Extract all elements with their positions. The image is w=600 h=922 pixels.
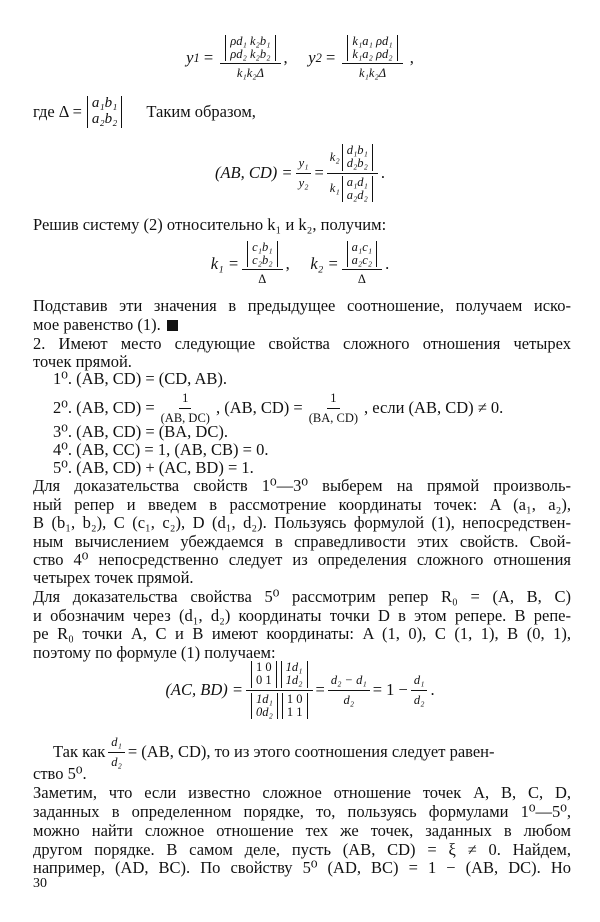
para6-line2: заданных в определенном порядке, то, пользуясь формулами 1⁰—5⁰, xyxy=(33,802,571,821)
para2-line1: 2. Имеют место следующие свойства сложного отношения четырех xyxy=(33,334,571,353)
solve-line: Решив систему (2) относительно k₁ и k₂, получим: xyxy=(33,215,387,234)
equation-acbd: (AC, BD) = 1 0 0 1 1d₁ 1d₂ 1d₁ 0d₂ 1 0 1 1 = $\frac{\text{d₂ − d₁}}{\text{d₂}}$ = 1 − $\frac{\text{d₁}}{\text{d₂}}$ . xyxy=(165,660,435,719)
para3-line2: ный репер и введем в рассмотрение координаты точек: A (a₁, a₂), xyxy=(33,495,571,514)
para3-line6: четырех точек прямой. xyxy=(33,568,194,587)
acbd-mid-den: d₂ xyxy=(343,692,355,707)
para3-line5: ство 4⁰ непосредственно следует из определения сложного отношения xyxy=(33,550,571,569)
acbd-num-det2-row2: 1d₂ xyxy=(285,673,303,688)
y1-det-row1: ρd₁ k₂b₁ xyxy=(230,33,271,48)
ratio-frac-y xyxy=(296,156,312,191)
acbd-num-det1 xyxy=(251,661,277,687)
para4-line4: поэтому по формуле (1) получаем: xyxy=(33,643,276,662)
k1-den: Δ xyxy=(258,272,267,287)
property-2-frac2-den: (BA, CD) xyxy=(308,410,359,425)
ratio-lhs: (AB, CD) = xyxy=(214,163,293,182)
ratio-det1-row2: d₂b₂ xyxy=(346,156,368,171)
ratio-det1-row1: d₁b₁ xyxy=(346,143,368,158)
y1-det-row2: ρd₂ k₂b₂ xyxy=(230,47,271,61)
para1-line1: Подставив эти значения в предыдущее соотношение, получаем иско- xyxy=(33,296,571,315)
property-2-frac1-den: (AB, DC) xyxy=(160,410,210,425)
property-2-b: , (AB, CD) = xyxy=(215,398,303,417)
k2-det-row1: a₁c₁ xyxy=(351,239,373,254)
ratio-frac-y-num: y₁ xyxy=(296,156,312,174)
ratio-det1 xyxy=(342,144,373,170)
para5-line1-a: Так как xyxy=(53,742,106,761)
acbd-rhs-den: d₂ xyxy=(413,692,425,707)
acbd-den-det1 xyxy=(251,693,278,719)
para6-line3: можно найти сложное отношение тех же точек, заданных в любом xyxy=(33,821,571,840)
y2-sub: 2 xyxy=(315,50,322,65)
acbd-rhs-fraction xyxy=(411,673,428,708)
equation-ratio: (AB, CD) = $\frac{\text{y₁}}{\text{y₂}}$ = k₂ d₁b₁ d₂b₂ k₁ a₁d₁ a₂d₂ . xyxy=(214,143,386,202)
y1-den: k₁k₂Δ xyxy=(236,66,264,81)
ratio-k2: k₂ xyxy=(329,149,340,164)
y1-fraction xyxy=(220,35,280,81)
property-2-frac2 xyxy=(306,391,361,426)
acbd-num-det1-row1: 1 0 xyxy=(256,660,272,675)
property-2-frac2-num: 1 xyxy=(327,391,339,409)
para4-line1: Для доказательства свойства 5⁰ рассмотрим репер R₀ = (A, B, C) xyxy=(33,587,571,606)
k1-det xyxy=(247,241,278,267)
delta-det-row1: a₁b₁ xyxy=(91,95,118,112)
ratio-det2 xyxy=(342,176,373,202)
para4-line2: и обозначим через (d₁, d₂) координаты точки D в этом репере. В репе- xyxy=(33,606,571,625)
para5-line1-b: = (AB, CD), то из этого соотношения следует равен- xyxy=(127,742,495,761)
property-1: 1⁰. (AB, CD) = (CD, AB). xyxy=(53,369,228,388)
equation-y1-y2: y 1 = ρd₁ k₂b₁ ρd₂ k₂b₂ k₁k₂Δ , y 2 = k₁a₁ ρd₁ k₁a₂ ρd₂ k₁k₂Δ , xyxy=(186,33,414,81)
y1-sub: 1 xyxy=(193,50,200,65)
para5-frac-num: d₁ xyxy=(108,735,125,753)
y2-det-row2: k₁a₂ ρd₂ xyxy=(352,47,393,61)
acbd-den-det1-row2: 0d₂ xyxy=(256,704,273,719)
ratio-det2-row1: a₁d₁ xyxy=(346,174,368,189)
acbd-den-det2 xyxy=(282,693,308,719)
k2-den: Δ xyxy=(357,272,366,287)
qed-square-icon xyxy=(167,320,178,331)
property-5: 5⁰. (AB, CD) + (AC, BD) = 1. xyxy=(53,458,254,477)
acbd-den-det2-row2: 1 1 xyxy=(286,704,303,719)
where-suffix: Таким образом, xyxy=(146,102,256,121)
where-prefix: где Δ = xyxy=(33,102,82,121)
para2-line2: точек прямой. xyxy=(33,352,132,371)
k1-det-row2: c₂b₂ xyxy=(252,253,273,267)
property-4: 4⁰. (AB, CC) = 1, (AB, CB) = 0. xyxy=(53,440,269,459)
property-2-frac1 xyxy=(158,391,213,426)
property-2-frac1-num: 1 xyxy=(179,391,191,409)
para4-line3: ре R₀ точки A, C и B имеют координаты: A (1, 0), C (1, 1), B (0, 1), xyxy=(33,624,571,643)
property-3: 3⁰. (AB, CD) = (BA, DC). xyxy=(53,422,228,441)
delta-det-row2: a₂b₂ xyxy=(91,111,118,127)
y2-fraction xyxy=(342,35,402,81)
para6-line4: другом порядке. В самом деле, пусть (AB, CD) = ξ ≠ 0. Найдем, xyxy=(33,840,571,859)
k2-lhs: k₂ = xyxy=(310,254,339,273)
para1-line2-text: мое равенство (1). xyxy=(33,315,161,334)
acbd-mid-fraction xyxy=(328,673,370,708)
para3-line4: ным вычислением убеждаемся в справедливости этих свойств. Свой- xyxy=(33,532,571,551)
y1-lhs: y xyxy=(186,48,194,67)
acbd-mid-num: d₂ − d₁ xyxy=(328,673,370,691)
para6-line1: Заметим, что если известно сложное отношение точек A, B, C, D, xyxy=(33,783,571,802)
acbd-num-det1-row2: 0 1 xyxy=(256,673,272,688)
acbd-lhs: (AC, BD) = xyxy=(165,680,244,699)
acbd-num-det2-row1: 1d₁ xyxy=(285,660,303,675)
acbd-den-det2-row1: 1 0 xyxy=(286,691,303,706)
k1-lhs: k₁ = xyxy=(210,254,240,273)
para3-line1: Для доказательства свойств 1⁰—3⁰ выберем на прямой произволь- xyxy=(33,476,571,495)
para5-frac-den: d₂ xyxy=(111,754,122,769)
ratio-k1: k₁ xyxy=(329,181,340,196)
property-2-a: 2⁰. (AB, CD) = xyxy=(53,398,155,417)
acbd-rhs-num: d₁ xyxy=(411,673,428,691)
y2-den: k₁k₂Δ xyxy=(358,66,387,81)
ratio-frac-y-den: y₂ xyxy=(298,175,309,190)
equation-k: k₁ = c₁b₁ c₂b₂ Δ , k₂ = a₁c₁ a₂c₂ Δ . xyxy=(210,239,390,287)
para1-line2 xyxy=(33,315,571,334)
y1-num-det xyxy=(225,35,275,61)
y2-num-det xyxy=(347,35,397,61)
para5-line2: ство 5⁰. xyxy=(33,764,87,783)
k2-det-row2: a₂c₂ xyxy=(351,253,373,267)
acbd-den-det1-row1: 1d₁ xyxy=(256,691,273,706)
page-number: 30 xyxy=(33,876,47,891)
acbd-det-fraction xyxy=(246,661,312,719)
k1-fraction xyxy=(242,241,283,287)
k1-det-row1: c₁b₁ xyxy=(252,239,273,254)
acbd-num-det2 xyxy=(281,661,308,687)
k2-fraction xyxy=(342,241,383,287)
k2-det xyxy=(347,241,378,267)
para3-line3: B (b₁, b₂), C (c₁, c₂), D (d₁, d₂). Пользуясь формулой (1), непосредствен- xyxy=(33,513,571,532)
acbd-rhs-a: = 1 − xyxy=(372,680,408,699)
ratio-frac-det xyxy=(327,144,378,202)
delta-det xyxy=(87,96,122,128)
property-2-c: , если (AB, CD) ≠ 0. xyxy=(364,398,504,417)
para6-line5: например, (AD, BC). По свойству 5⁰ (AD, BC) = 1 − (AB, DC). Но xyxy=(33,858,571,877)
ratio-det2-row2: a₂d₂ xyxy=(346,187,368,202)
where-delta-line xyxy=(33,92,256,132)
y2-det-row1: k₁a₁ ρd₁ xyxy=(352,33,393,48)
y2-lhs: y xyxy=(308,48,316,67)
